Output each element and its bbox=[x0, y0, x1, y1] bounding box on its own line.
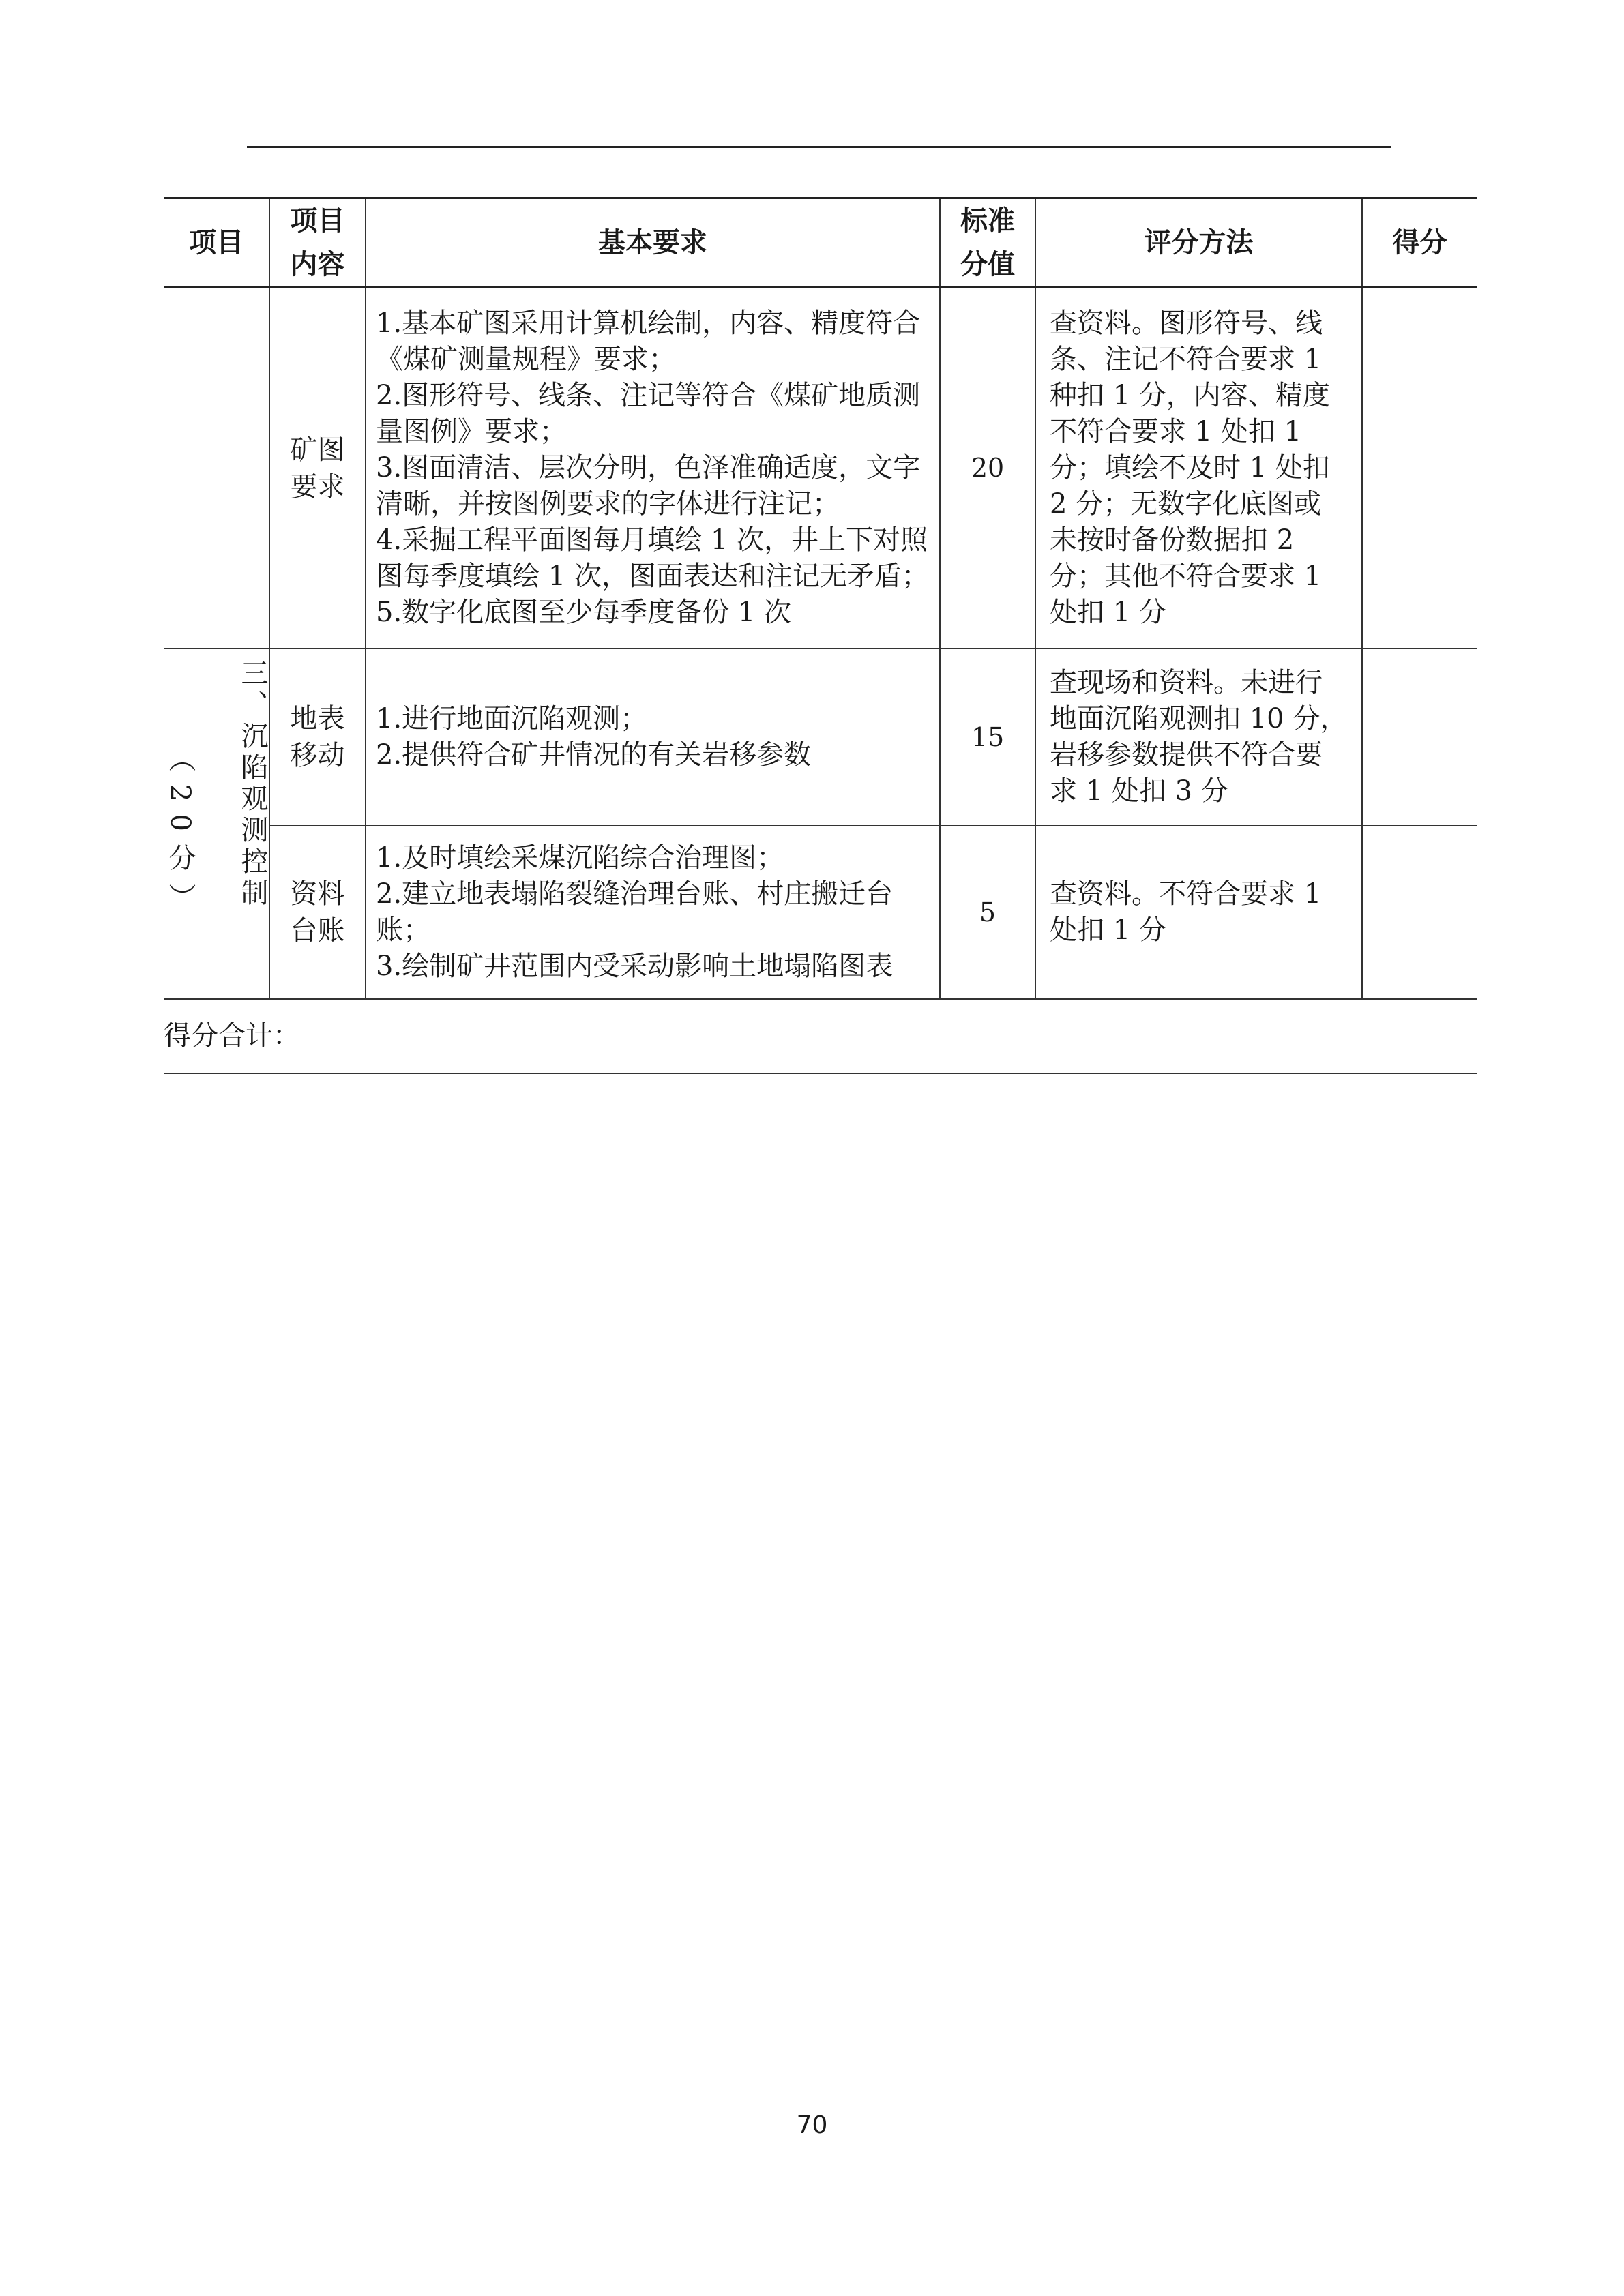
method-cell: 查资料。不符合要求 1 处扣 1 分 bbox=[1035, 826, 1362, 999]
page-number: 70 bbox=[796, 2111, 828, 2139]
requirement-line: 4.采掘工程平面图每月填绘 1 次，井上下对照图每季度填绘 1 次，图面表达和注记无矛盾； bbox=[376, 524, 929, 592]
standard-score-cell: 20 bbox=[940, 288, 1035, 649]
standard-score-cell: 15 bbox=[940, 648, 1035, 826]
header-rule bbox=[247, 146, 1391, 148]
table-header-row bbox=[164, 198, 1477, 288]
requirement-line: 1.基本矿图采用计算机绘制，内容、精度符合《煤矿测量规程》要求； bbox=[376, 308, 921, 375]
requirements-cell bbox=[366, 288, 940, 649]
header-standard-score: 标准分值 bbox=[940, 198, 1035, 288]
header-content: 项目内容 bbox=[269, 198, 366, 288]
section-score: （20分） bbox=[164, 745, 196, 923]
table-row bbox=[164, 288, 1477, 649]
method-cell: 查现场和资料。未进行地面沉陷观测扣 10 分，岩移参数提供不符合要求 1 处扣 3 分 bbox=[1035, 648, 1362, 826]
score-cell[interactable] bbox=[1362, 648, 1477, 826]
requirement-line: 3.图面清洁、层次分明，色泽准确适度，文字清晰，并按图例要求的字体进行注记； bbox=[376, 452, 921, 520]
method-cell: 查资料。图形符号、线条、注记不符合要求 1 种扣 1 分，内容、精度不符合要求 1 处扣 1 分；填绘不及时 1 处扣 2 分；无数字化底图或未按时备份数据扣 2 分；其他不符合要求 1 处扣 1 分 bbox=[1035, 288, 1362, 649]
requirements-cell bbox=[366, 826, 940, 999]
requirement-line: 2.建立地表塌陷裂缝治理台账、村庄搬迁台账； bbox=[376, 878, 894, 946]
header-score: 得分 bbox=[1362, 198, 1477, 288]
score-cell[interactable] bbox=[1362, 826, 1477, 999]
header-project: 项目 bbox=[164, 198, 269, 288]
table-row bbox=[164, 648, 1477, 826]
content-cell: 矿图要求 bbox=[269, 288, 366, 649]
requirement-line: 1.进行地面沉陷观测； bbox=[376, 703, 648, 734]
standard-score-cell: 5 bbox=[940, 826, 1035, 999]
requirements-cell bbox=[366, 648, 940, 826]
project-cell-empty bbox=[164, 288, 269, 649]
score-cell[interactable] bbox=[1362, 288, 1477, 649]
header-requirements: 基本要求 bbox=[366, 198, 940, 288]
requirement-line: 5.数字化底图至少每季度备份 1 次 bbox=[376, 597, 792, 628]
scoring-table bbox=[164, 197, 1477, 1074]
requirement-line: 2.图形符号、线条、注记等符合《煤矿地质测量图例》要求； bbox=[376, 380, 921, 447]
content-cell: 资料台账 bbox=[269, 826, 366, 999]
table-row bbox=[164, 826, 1477, 999]
requirement-line: 3.绘制矿井范围内受采动影响土地塌陷图表 bbox=[376, 951, 894, 982]
requirement-line: 2.提供符合矿井情况的有关岩移参数 bbox=[376, 739, 812, 771]
content-cell: 地表移动 bbox=[269, 648, 366, 826]
total-label: 得分合计： bbox=[164, 999, 1477, 1073]
total-row bbox=[164, 999, 1477, 1073]
requirement-line: 1.及时填绘采煤沉陷综合治理图； bbox=[376, 842, 784, 874]
project-cell bbox=[164, 648, 269, 999]
header-method: 评分方法 bbox=[1035, 198, 1362, 288]
section-title: 三、沉陷观测控制 bbox=[237, 659, 268, 910]
